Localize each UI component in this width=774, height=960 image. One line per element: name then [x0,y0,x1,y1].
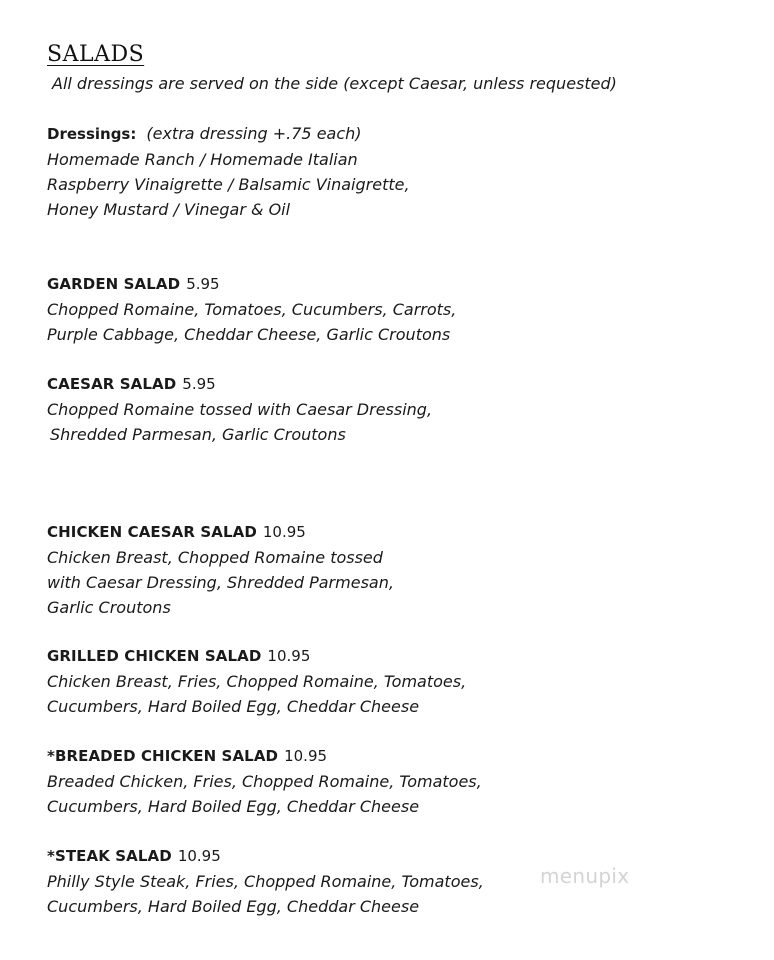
item-header [47,643,466,669]
section-title: SALADS [47,42,145,67]
item-price: 5.95 [182,375,216,393]
dressings-extra-note: (extra dressing +.75 each) [146,124,362,143]
dressings-header [47,121,410,147]
item-description-line: Shredded Parmesan, Garlic Croutons [50,425,346,444]
item-price: 10.95 [284,747,328,765]
dressings-label: Dressings: [47,125,137,143]
item-header [47,371,432,397]
item-price: 10.95 [262,523,306,541]
item-description-line: Cucumbers, Hard Boiled Egg, Cheddar Cheese [47,697,420,716]
item-description-line: Chicken Breast, Chopped Romaine tossed [47,548,383,567]
item-price: 10.95 [177,847,221,865]
item-description-line: Philly Style Steak, Fries, Chopped Romaine, Tomatoes, [47,872,484,891]
item-price: 10.95 [267,647,311,665]
item-description-line: Cucumbers, Hard Boiled Egg, Cheddar Cheese [47,797,420,816]
menu-item-caesar-salad [47,371,432,447]
item-header [47,519,394,545]
item-header [47,743,482,769]
item-description-line: Cucumbers, Hard Boiled Egg, Cheddar Cheese [47,897,420,916]
item-name: *BREADED CHICKEN SALAD [47,747,279,765]
menu-item-grilled-chicken-salad [47,643,466,719]
item-price: 5.95 [186,275,220,293]
item-name: GARDEN SALAD [47,275,181,293]
menu-item-garden-salad [47,271,456,347]
item-name: *STEAK SALAD [47,847,172,865]
item-description-line: Chicken Breast, Fries, Chopped Romaine, Tomatoes, [47,672,467,691]
item-name: GRILLED CHICKEN SALAD [47,647,262,665]
item-header [47,271,456,297]
watermark-logo: menupix [540,864,630,888]
item-description-line: Chopped Romaine tossed with Caesar Dressing, [47,400,433,419]
item-description-line: Purple Cabbage, Cheddar Cheese, Garlic Croutons [47,325,451,344]
menu-item-steak-salad [47,843,484,919]
item-name: CHICKEN CAESAR SALAD [47,523,257,541]
item-description-line: Chopped Romaine, Tomatoes, Cucumbers, Carrots, [47,300,457,319]
dressing-line: Raspberry Vinaigrette / Balsamic Vinaigrette, [47,175,410,194]
item-header [47,843,484,869]
dressing-line: Honey Mustard / Vinegar & Oil [47,200,291,219]
item-description-line: Breaded Chicken, Fries, Chopped Romaine, Tomatoes, [47,772,482,791]
menu-item-chicken-caesar-salad [47,519,394,620]
item-description-line: Garlic Croutons [47,598,171,617]
dressings-block [47,121,410,222]
dressing-line: Homemade Ranch / Homemade Italian [47,150,358,169]
dressing-note: All dressings are served on the side (except Caesar, unless requested) [52,74,617,93]
menu-item-breaded-chicken-salad [47,743,482,819]
item-description-line: with Caesar Dressing, Shredded Parmesan, [47,573,394,592]
item-name: CAESAR SALAD [47,375,177,393]
